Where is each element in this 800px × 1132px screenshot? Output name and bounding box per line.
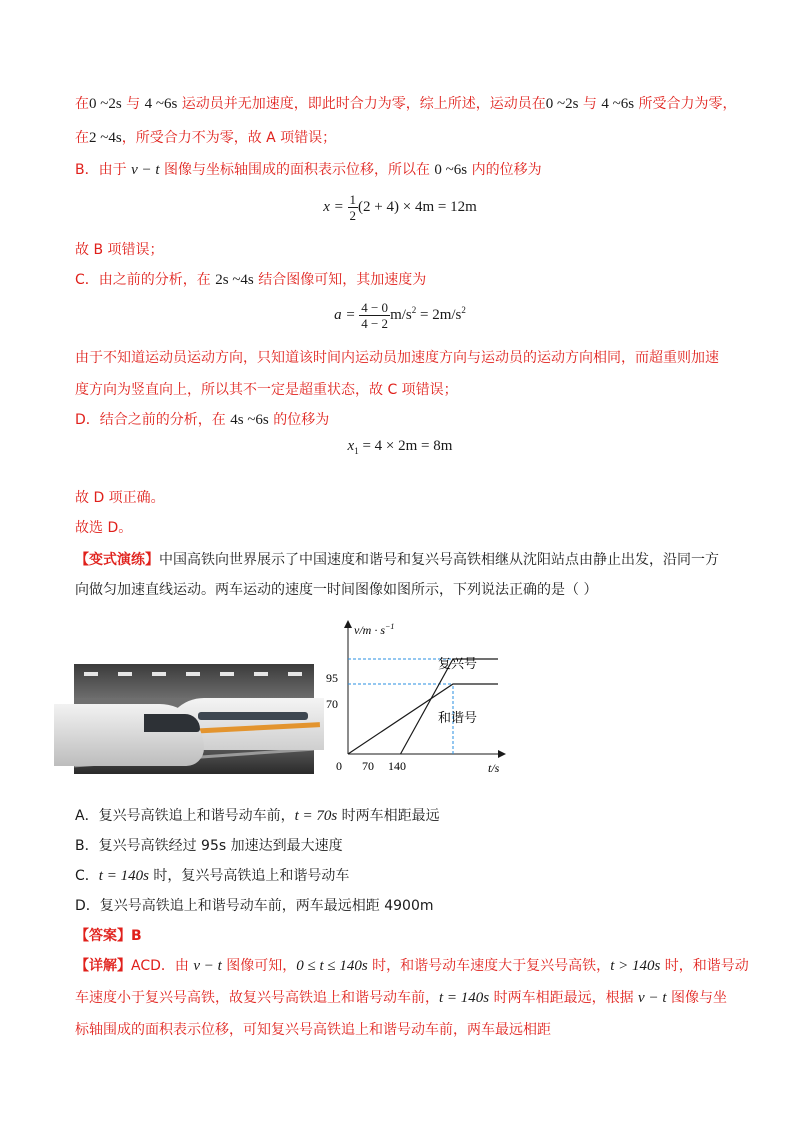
- option-c-analysis: [75, 270, 426, 290]
- equation-displacement-2: [0, 438, 800, 456]
- numerator: 1: [349, 192, 357, 207]
- math: t = 70s: [294, 808, 338, 824]
- math: v − t: [131, 162, 160, 178]
- ceiling-lights: [84, 672, 304, 676]
- text: 图像与坐: [666, 990, 727, 1006]
- option-c-line-2: [75, 380, 458, 400]
- option-b[interactable]: [75, 836, 343, 856]
- eq-lhs: a =: [334, 306, 356, 323]
- x-tick-140: 140: [388, 759, 406, 773]
- text: A．复兴号高铁追上和谐号动车前，: [75, 808, 295, 824]
- series-line-0: [401, 659, 499, 754]
- text: 故 D 项正确。: [75, 490, 165, 506]
- text: D．结合之前的分析，在: [75, 412, 231, 428]
- math: 4 ~6s: [601, 96, 635, 112]
- text: 车速度小于复兴号高铁，故复兴号高铁追上和谐号动车前，: [75, 990, 439, 1006]
- fraction: [348, 192, 359, 223]
- legend-hexie: 和谐号: [438, 711, 478, 726]
- text: 时，复兴号高铁追上和谐号动车: [148, 868, 350, 884]
- math: t > 140s: [610, 958, 661, 974]
- detail-tag: 【详解】: [75, 958, 131, 974]
- x-tick-70: 70: [362, 759, 374, 773]
- math: 0 ~2s: [89, 96, 122, 112]
- text: ACD．由: [131, 958, 194, 974]
- math: 0 ~6s: [434, 162, 468, 178]
- text: 中国高铁向世界展示了中国速度和谐号和复兴号高铁相继从沈阳站点由静止出发，沿同一方: [159, 552, 719, 568]
- text: 图像可知，: [221, 958, 297, 974]
- station-roof: [74, 664, 314, 698]
- math: 0 ~2s: [545, 96, 579, 112]
- text: 时两车相距最远: [337, 808, 440, 824]
- text: 运动员并无加速度，即此时合力为零，综上所述，运动员在: [177, 96, 546, 112]
- explanation-line-2: [75, 128, 336, 148]
- detail-line-3: [75, 1020, 551, 1040]
- text: 与: [578, 96, 602, 112]
- numerator: 4 − 0: [361, 300, 389, 315]
- text: 结合图像可知，其加速度为: [253, 272, 427, 288]
- text: 向做匀加速直线运动。两车运动的速度一时间图像如图所示，下列说法正确的是（ ）: [75, 582, 598, 598]
- option-c[interactable]: [75, 866, 349, 886]
- option-d-analysis: [75, 410, 329, 430]
- text: 所受合力为零，: [634, 96, 737, 112]
- text: 故 B 项错误；: [75, 242, 164, 258]
- text: 故选 D。: [75, 520, 133, 536]
- text: D．复兴号高铁追上和谐号动车前，两车最远相距 4900m: [75, 898, 434, 914]
- equation-displacement: [0, 192, 800, 223]
- text: 时两车相距最远，根据: [489, 990, 639, 1006]
- problem-tag: 【变式演练】: [75, 552, 159, 568]
- denominator: 4 − 2: [361, 316, 389, 331]
- text: B．由于: [75, 162, 132, 178]
- math: 2 ~4s: [89, 130, 122, 146]
- answer: [75, 926, 142, 946]
- text: 时，和谐号动: [660, 958, 749, 974]
- text: B．复兴号高铁经过 95s 加速达到最大速度: [75, 838, 343, 854]
- text: 的位移为: [268, 412, 330, 428]
- y-tick-95: 95: [326, 671, 338, 685]
- option-b-conclusion: [75, 240, 164, 260]
- y-axis-label: $v/m \cdot s^{-1}$: [354, 622, 395, 637]
- eq-lhs: x: [347, 438, 355, 454]
- text: 时，和谐号动车速度大于复兴号高铁，: [367, 958, 611, 974]
- detail-line-1: [75, 956, 749, 976]
- text: 内的位移为: [467, 162, 542, 178]
- train-photo: [74, 664, 314, 774]
- detail-line-2: [75, 988, 727, 1008]
- subscript: 1: [354, 446, 359, 456]
- math: t = 140s: [98, 868, 149, 884]
- fraction: [359, 300, 390, 331]
- text: C．: [75, 868, 99, 884]
- final-choice: [75, 518, 132, 538]
- answer-tag: 【答案】: [75, 928, 131, 944]
- equation-acceleration: a = $\frac{4 - 0}{4 - 2}$ $m/s^2 = 2m/s^2$: [334, 300, 466, 331]
- text: 在: [75, 96, 89, 112]
- math: 4s ~6s: [230, 412, 269, 428]
- answer-value: B: [131, 928, 142, 944]
- option-c-line-1: [75, 348, 719, 368]
- math: v − t: [193, 958, 222, 974]
- eq-rhs: = 4 × 2m = 8m: [358, 438, 453, 454]
- problem-line-2: [75, 580, 597, 600]
- unit: m/s: [390, 306, 412, 323]
- option-d[interactable]: [75, 896, 434, 916]
- text: 在: [75, 130, 89, 146]
- text: C．由之前的分析，在: [75, 272, 216, 288]
- math: t = 140s: [439, 990, 490, 1006]
- train-window: [198, 712, 308, 720]
- text: 由于不知道运动员运动方向，只知道该时间内运动员加速度方向与运动员的运动方向相同，而超重则加速: [75, 350, 719, 366]
- eq-rhs: (2 + 4) × 4m = 12m: [358, 198, 477, 215]
- text: 标轴围成的面积表示位移，可知复兴号高铁追上和谐号动车前，两车最远相距: [75, 1022, 551, 1038]
- x-axis-label: t/s: [488, 761, 500, 775]
- eq-lhs: x =: [323, 198, 344, 215]
- denominator: 2: [349, 208, 357, 223]
- y-tick-70: 70: [326, 697, 338, 711]
- text: 图像与坐标轴围成的面积表示位移，所以在: [159, 162, 435, 178]
- math: 4 ~6s: [144, 96, 178, 112]
- origin-label: 0: [336, 759, 342, 773]
- text: 度方向为竖直向上，所以其不一定是超重状态，故 C 项错误；: [75, 382, 458, 398]
- option-a[interactable]: [75, 806, 440, 826]
- eq-rhs: = 2m/s: [416, 306, 462, 323]
- text: 与: [121, 96, 145, 112]
- text: ，所受合力不为零，故 A 项错误；: [121, 130, 337, 146]
- option-d-conclusion: [75, 488, 165, 508]
- math: 2s ~4s: [215, 272, 254, 288]
- math: 0 ≤ t ≤ 140s: [296, 958, 368, 974]
- math: v − t: [638, 990, 667, 1006]
- legend-fuxing: 复兴号: [438, 657, 478, 672]
- explanation-line-1: [75, 94, 737, 114]
- velocity-time-chart: [326, 618, 510, 778]
- problem-line-1: [75, 550, 719, 570]
- train-nose: [144, 714, 200, 732]
- option-b-analysis: [75, 160, 542, 180]
